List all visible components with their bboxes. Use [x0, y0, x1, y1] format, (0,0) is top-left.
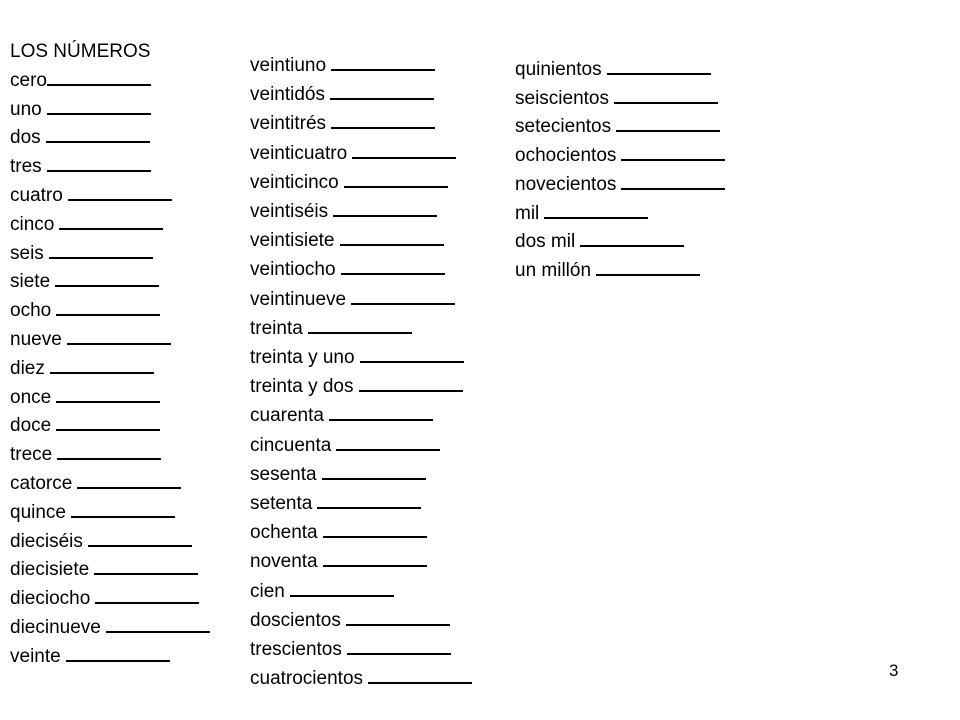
answer-blank — [580, 229, 684, 247]
answer-blank — [607, 57, 711, 75]
answer-blank — [347, 637, 451, 655]
number-word: treinta — [250, 317, 303, 339]
number-word: trece — [10, 444, 53, 466]
number-row — [10, 96, 210, 125]
answer-blank — [333, 199, 437, 217]
number-row — [515, 257, 725, 286]
number-row — [10, 297, 210, 326]
number-row — [250, 197, 472, 226]
number-row — [250, 489, 472, 518]
answer-blank — [50, 356, 154, 374]
number-row — [250, 314, 472, 343]
number-row — [250, 460, 472, 489]
page-number: 3 — [889, 661, 899, 680]
number-word: veintiuno — [250, 55, 327, 76]
number-word: cuatro — [10, 184, 63, 206]
number-row — [250, 664, 472, 693]
number-word: veintinueve — [250, 288, 347, 310]
number-word: treinta y uno — [250, 347, 355, 369]
answer-blank — [56, 385, 160, 403]
answer-blank — [336, 433, 440, 451]
number-word: sesenta — [250, 463, 317, 485]
answer-blank — [621, 143, 725, 161]
column-1-items — [10, 67, 210, 672]
number-row — [10, 499, 210, 528]
number-row — [10, 153, 210, 182]
answer-blank — [352, 141, 456, 159]
column-2-items — [250, 51, 472, 693]
number-word: uno — [10, 98, 42, 120]
answer-blank — [47, 154, 151, 172]
number-word: dos — [10, 127, 41, 149]
number-row — [250, 109, 472, 138]
number-row — [10, 585, 210, 614]
number-word: catorce — [10, 472, 73, 494]
number-row — [10, 240, 210, 269]
column-1 — [10, 38, 210, 672]
number-row — [10, 556, 210, 585]
number-word: veinticinco — [250, 171, 339, 193]
answer-blank — [56, 413, 160, 431]
number-row — [250, 577, 472, 606]
answer-blank — [323, 520, 427, 538]
number-word: veintisiete — [250, 230, 335, 252]
answer-blank — [67, 327, 171, 345]
answer-blank — [94, 557, 198, 575]
answer-blank — [71, 500, 175, 518]
answer-blank — [290, 579, 394, 597]
answer-blank — [344, 170, 448, 188]
answer-blank — [331, 111, 435, 129]
answer-blank — [317, 491, 421, 509]
number-word: dos mil — [515, 231, 576, 253]
number-row — [515, 142, 725, 171]
number-word: diez — [10, 357, 45, 379]
number-row — [250, 255, 472, 284]
number-word: diecisiete — [10, 559, 90, 581]
number-row — [10, 355, 210, 384]
number-row — [250, 80, 472, 109]
number-word: quinientos — [515, 59, 602, 80]
answer-blank — [59, 212, 163, 230]
number-row — [10, 326, 210, 355]
number-word: veintitrés — [250, 113, 327, 135]
number-word: dieciséis — [10, 530, 83, 552]
answer-blank — [616, 114, 720, 132]
number-row — [250, 372, 472, 401]
answer-blank — [351, 287, 455, 305]
number-word: seis — [10, 242, 44, 264]
number-word: un millón — [515, 259, 592, 281]
number-row — [10, 412, 210, 441]
number-row — [515, 56, 725, 85]
number-row — [250, 635, 472, 664]
answer-blank — [47, 97, 151, 115]
number-row — [250, 431, 472, 460]
number-row — [10, 124, 210, 153]
number-word: cinco — [10, 213, 55, 235]
number-word: seiscientos — [515, 87, 609, 109]
number-word: once — [10, 386, 52, 408]
number-word: cincuenta — [250, 434, 332, 456]
number-word: trescientos — [250, 639, 342, 661]
answer-blank — [46, 125, 150, 143]
number-row — [10, 67, 210, 96]
answer-blank — [106, 615, 210, 633]
column-3 — [515, 56, 725, 286]
answer-blank — [57, 442, 161, 460]
answer-blank — [330, 82, 434, 100]
answer-blank — [88, 529, 192, 547]
answer-blank — [340, 228, 444, 246]
number-word: veintidós — [250, 84, 325, 106]
number-row — [10, 268, 210, 297]
number-word: veintiocho — [250, 259, 336, 281]
number-row — [515, 85, 725, 114]
answer-blank — [614, 86, 718, 104]
answer-blank — [621, 172, 725, 190]
number-word: dieciocho — [10, 588, 91, 610]
number-row — [10, 643, 210, 672]
number-word: treinta y dos — [250, 376, 354, 398]
number-row — [250, 401, 472, 430]
answer-blank — [47, 68, 151, 86]
answer-blank — [346, 608, 450, 626]
number-word: tres — [10, 156, 42, 178]
number-word: veintiséis — [250, 201, 329, 223]
number-word: mil — [515, 202, 540, 224]
number-word: cuatrocientos — [250, 668, 364, 690]
answer-blank — [95, 586, 199, 604]
answer-blank — [77, 471, 181, 489]
number-row — [515, 200, 725, 229]
number-row — [10, 528, 210, 557]
answer-blank — [55, 269, 159, 287]
number-word: diecinueve — [10, 616, 101, 638]
number-row — [250, 51, 472, 80]
number-word: ochocientos — [515, 145, 617, 167]
answer-blank — [308, 316, 412, 334]
worksheet-title: LOS NÚMEROS — [10, 41, 151, 62]
number-row — [250, 343, 472, 372]
number-word: quince — [10, 501, 66, 523]
number-word: veinte — [10, 645, 61, 667]
number-row — [10, 182, 210, 211]
number-word: veinticuatro — [250, 142, 348, 164]
number-word: ochenta — [250, 522, 318, 544]
answer-blank — [68, 183, 172, 201]
answer-blank — [322, 462, 426, 480]
answer-blank — [341, 257, 445, 275]
number-word: doce — [10, 415, 52, 437]
column-3-items — [515, 56, 725, 286]
number-row — [10, 384, 210, 413]
answer-blank — [56, 298, 160, 316]
number-row — [10, 470, 210, 499]
number-row — [515, 228, 725, 257]
answer-blank — [329, 403, 433, 421]
answer-blank — [596, 258, 700, 276]
answer-blank — [544, 201, 648, 219]
answer-blank — [368, 666, 472, 684]
number-row — [10, 614, 210, 643]
number-row — [250, 168, 472, 197]
answer-blank — [359, 374, 463, 392]
number-row — [250, 606, 472, 635]
number-row — [515, 113, 725, 142]
number-row — [250, 518, 472, 547]
number-word: noventa — [250, 551, 318, 573]
number-row — [250, 226, 472, 255]
number-row — [10, 211, 210, 240]
number-word: doscientos — [250, 609, 341, 631]
number-word: novecientos — [515, 173, 617, 195]
number-row — [250, 547, 472, 576]
number-row — [515, 171, 725, 200]
answer-blank — [66, 644, 170, 662]
column-2 — [250, 51, 472, 693]
number-row — [10, 441, 210, 470]
number-word: nueve — [10, 328, 62, 350]
number-word: cero — [10, 69, 47, 91]
answer-blank — [331, 53, 435, 71]
number-word: ocho — [10, 300, 52, 322]
number-word: setenta — [250, 493, 313, 515]
number-row — [250, 139, 472, 168]
answer-blank — [49, 241, 153, 259]
number-word: cien — [250, 580, 285, 602]
number-word: siete — [10, 271, 51, 293]
answer-blank — [360, 345, 464, 363]
number-word: setecientos — [515, 116, 612, 138]
number-word: cuarenta — [250, 405, 324, 427]
answer-blank — [323, 549, 427, 567]
number-row — [250, 285, 472, 314]
